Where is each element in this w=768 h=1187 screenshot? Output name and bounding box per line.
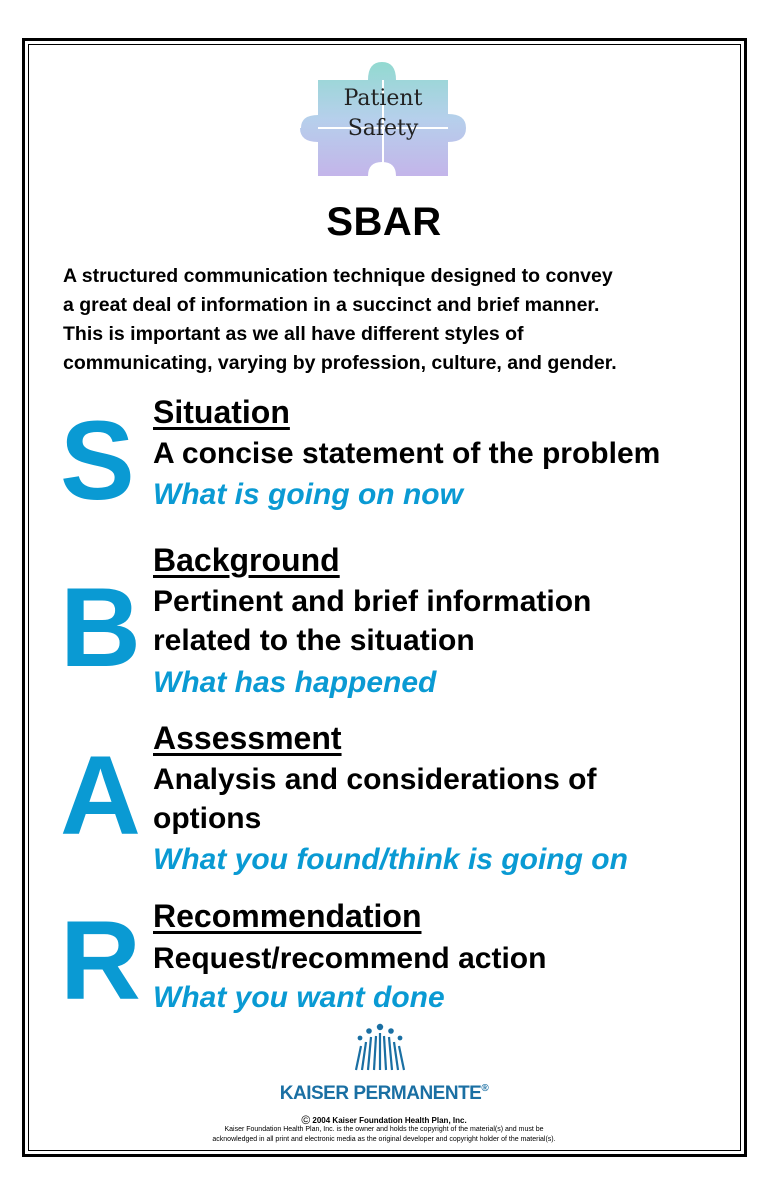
page-title: SBAR — [326, 200, 442, 244]
section-question: What is going on now — [153, 478, 463, 511]
registered-mark: ® — [481, 1083, 489, 1094]
section-question: What has happened — [153, 666, 437, 699]
section-heading-assessment: Assessment — [153, 720, 342, 756]
description-line: A concise statement of the problem — [153, 437, 661, 470]
kaiser-permanente-logo-icon — [352, 1022, 408, 1072]
description-line: Request/recommend action — [153, 942, 547, 975]
section-heading-situation: Situation — [153, 394, 290, 430]
legal-line: acknowledged in all print and electronic media as the original developer and copyright holder of the material(s). — [212, 1136, 556, 1143]
section-description — [153, 760, 743, 838]
description-line: Analysis and considerations of — [153, 763, 597, 796]
description-line: Pertinent and brief information — [153, 585, 592, 618]
description-line: related to the situation — [153, 624, 475, 657]
intro-line: This is important as we all have different styles of — [63, 323, 524, 345]
brand-name: KAISER PERMANENTE — [279, 1083, 482, 1104]
intro-line: a great deal of information in a succinct and brief manner. — [63, 294, 600, 316]
intro-line: A structured communication technique designed to convey — [63, 265, 613, 287]
section-heading-background: Background — [153, 542, 340, 578]
kaiser-permanente-wordmark — [0, 1083, 768, 1105]
section-letter-a: A — [60, 733, 141, 858]
patient-safety-logo — [288, 52, 478, 187]
logo-text-patient: Patient — [343, 86, 423, 111]
section-letter-s: S — [60, 398, 135, 523]
section-description — [153, 434, 743, 473]
logo-text-safety: Safety — [347, 116, 419, 141]
legal-line: Kaiser Foundation Health Plan, Inc. is the owner and holds the copyright of the material(s) and must be — [224, 1126, 544, 1133]
section-letter-b: B — [60, 565, 141, 690]
legal-notice — [0, 1125, 768, 1145]
section-description — [153, 582, 743, 660]
copyright-text: 2004 Kaiser Foundation Health Plan, Inc. — [312, 1116, 467, 1125]
section-question: What you want done — [153, 981, 445, 1014]
copyright-symbol: © — [301, 1113, 311, 1127]
section-question: What you found/think is going on — [153, 843, 628, 876]
section-description — [153, 939, 743, 978]
intro-paragraph — [63, 262, 723, 378]
description-line: options — [153, 802, 262, 835]
section-heading-recommendation: Recommendation — [153, 898, 422, 934]
section-letter-r: R — [60, 898, 141, 1023]
intro-line: communicating, varying by profession, culture, and gender. — [63, 352, 617, 374]
